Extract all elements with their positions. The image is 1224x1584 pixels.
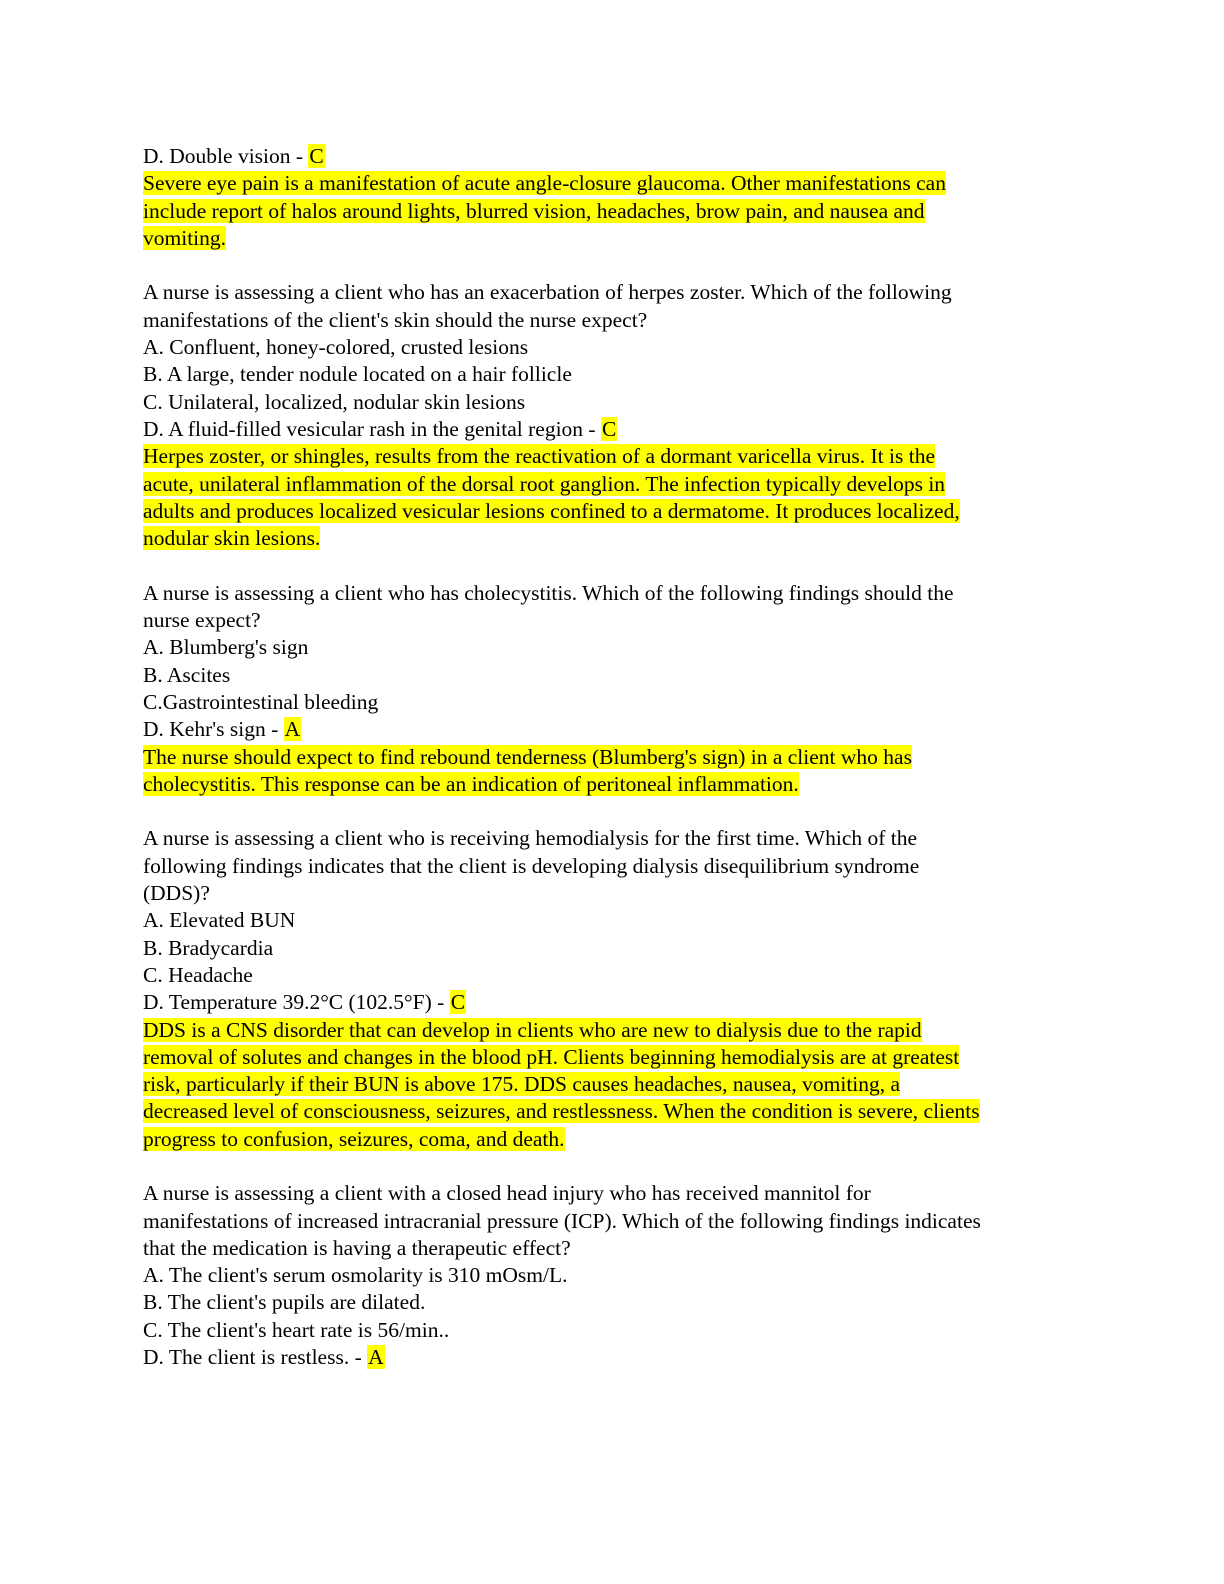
rationale-line: [143, 771, 1083, 798]
answer-option-text: B. Ascites: [143, 662, 231, 687]
correct-answer-key: A: [368, 1345, 384, 1370]
question-text-line: nurse expect?: [143, 608, 261, 633]
answer-option: [143, 1289, 1083, 1316]
correct-answer-key: C: [309, 144, 324, 168]
answer-option-text: C.Gastrointestinal bleeding: [143, 689, 379, 714]
answer-option: [143, 989, 1083, 1016]
answer-option-text: A. Blumberg's sign: [143, 635, 309, 660]
rationale-highlight: adults and produces localized vesicular lesions confined to a dermatome. It produces localized,: [143, 498, 960, 523]
question-text-line: (DDS)?: [143, 881, 210, 906]
answer-option: [143, 1344, 1083, 1371]
answer-option: [143, 1317, 1083, 1344]
correct-answer-key: A: [284, 717, 301, 742]
paragraph-gap: [143, 1153, 1083, 1180]
rationale-line: [143, 525, 1083, 552]
rationale-line: [143, 1126, 1083, 1153]
question-text-line: A nurse is assessing a client who is receiving hemodialysis for the first time. Which of the: [143, 826, 918, 851]
answer-option-text: D. Double vision -: [143, 144, 309, 168]
question-text-line: manifestations of the client's skin should the nurse expect?: [143, 307, 648, 332]
answer-option-text: C. The client's heart rate is 56/min..: [143, 1317, 450, 1342]
answer-option-text: A. Elevated BUN: [143, 908, 296, 933]
question-block: [143, 825, 1083, 1153]
answer-option: [143, 1262, 1083, 1289]
answer-option-text: C. Headache: [143, 962, 253, 987]
rationale-highlight: Herpes zoster, or shingles, results from the reactivation of a dormant varicella virus. It is the: [143, 444, 936, 469]
question-block: [143, 580, 1083, 798]
answer-option-text: B. A large, tender nodule located on a hair follicle: [143, 362, 572, 387]
rationale-line: [143, 471, 1083, 498]
rationale-line: [143, 1071, 1083, 1098]
answer-option: [143, 361, 1083, 388]
answer-option: [143, 689, 1083, 716]
answer-option-text: D. The client is restless. -: [143, 1345, 368, 1370]
answer-option-text: D. Temperature 39.2°C (102.5°F) -: [143, 990, 450, 1015]
rationale-line: [143, 1098, 1083, 1125]
rationale-highlight: progress to confusion, seizures, coma, and death.: [143, 1126, 565, 1151]
rationale-line: [143, 498, 1083, 525]
question-text-line: A nurse is assessing a client who has an exacerbation of herpes zoster. Which of the following: [143, 280, 952, 305]
answer-option-text: B. The client's pupils are dilated.: [143, 1290, 426, 1315]
rationale-highlight: Severe eye pain is a manifestation of acute angle-closure glaucoma. Other manifestations can: [143, 171, 946, 196]
rationale-line: [143, 1044, 1083, 1071]
paragraph-gap: [143, 798, 1083, 825]
answer-option: [143, 634, 1083, 661]
rationale-line: [143, 198, 1083, 225]
rationale-line: [143, 744, 1083, 771]
paragraph-gap: [143, 552, 1083, 579]
rationale-highlight: vomiting.: [143, 225, 227, 250]
question-text-line: A nurse is assessing a client with a closed head injury who has received mannitol for: [143, 1181, 871, 1206]
answer-option: [143, 962, 1083, 989]
rationale-line: [143, 225, 1083, 252]
answer-option: [143, 662, 1083, 689]
rationale-line: [143, 443, 1083, 470]
correct-answer-key: C: [450, 990, 466, 1015]
correct-answer-key: C: [601, 416, 617, 441]
answer-option: [143, 907, 1083, 934]
answer-option-text: B. Bradycardia: [143, 935, 274, 960]
rationale-highlight: include report of halos around lights, blurred vision, headaches, brow pain, and nausea and: [143, 198, 925, 223]
question-block: [143, 143, 1083, 252]
rationale-highlight: DDS is a CNS disorder that can develop in clients who are new to dialysis due to the rapid: [143, 1017, 922, 1042]
document-page: [143, 143, 1083, 1371]
rationale-highlight: cholecystitis. This response can be an indication of peritoneal inflammation.: [143, 771, 799, 796]
question-block: [143, 279, 1083, 552]
rationale-highlight: acute, unilateral inflammation of the dorsal root ganglion. The infection typically develops in: [143, 471, 946, 496]
rationale-line: [143, 1017, 1083, 1044]
question-text-line: following findings indicates that the client is developing dialysis disequilibrium syndrome: [143, 853, 920, 878]
question-text-line: manifestations of increased intracranial pressure (ICP). Which of the following findings indicates: [143, 1208, 981, 1233]
answer-option-text: C. Unilateral, localized, nodular skin lesions: [143, 389, 526, 414]
rationale-highlight: removal of solutes and changes in the blood pH. Clients beginning hemodialysis are at greatest: [143, 1044, 960, 1069]
paragraph-gap: [143, 252, 1083, 279]
question-block: [143, 1180, 1083, 1371]
rationale-line: [143, 170, 1083, 197]
answer-option-text: A. The client's serum osmolarity is 310 mOsm/L.: [143, 1263, 568, 1288]
answer-option: [143, 334, 1083, 361]
rationale-highlight: The nurse should expect to find rebound tenderness (Blumberg's sign) in a client who has: [143, 744, 912, 769]
answer-option: [143, 143, 1083, 170]
answer-option-text: A. Confluent, honey-colored, crusted lesions: [143, 335, 529, 360]
rationale-highlight: nodular skin lesions.: [143, 526, 321, 551]
answer-option: [143, 389, 1083, 416]
answer-option: [143, 935, 1083, 962]
rationale-highlight: risk, particularly if their BUN is above 175. DDS causes headaches, nausea, vomiting, a: [143, 1072, 901, 1097]
question-text-line: A nurse is assessing a client who has cholecystitis. Which of the following findings should the: [143, 580, 954, 605]
question-text-line: that the medication is having a therapeutic effect?: [143, 1235, 571, 1260]
rationale-highlight: decreased level of consciousness, seizures, and restlessness. When the condition is severe, clients: [143, 1099, 980, 1124]
answer-option: [143, 716, 1083, 743]
answer-option-text: D. Kehr's sign -: [143, 717, 284, 742]
answer-option: [143, 416, 1083, 443]
answer-option-text: D. A fluid-filled vesicular rash in the genital region -: [143, 416, 601, 441]
